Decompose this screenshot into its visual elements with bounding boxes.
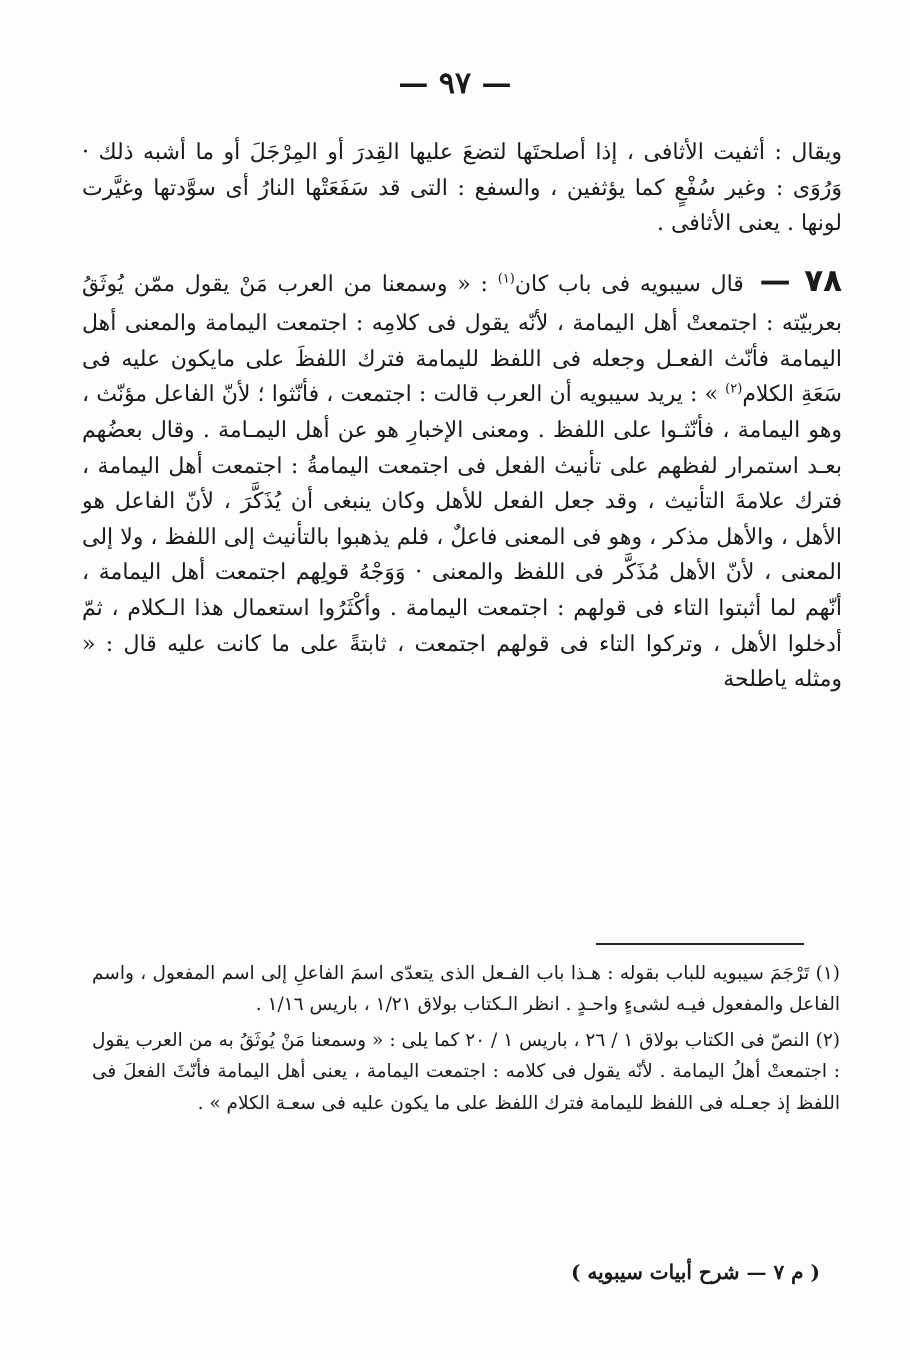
- paragraph-2-text-a: : « وسمعنا من العرب مَنْ يقول ممّن يُوثَقُ بعربيّته : اجتمعتْ أهل اليمامة ، لأنّه يقول فى كلامِه : اجتمعت اليمامة والمعنى أهل اليمامة فأنّث الفعـل وجعله فى اللفظ لليمامة فترك اللفظَ على مايكون عليه فى سَعَةِ الكلام: [82, 271, 842, 408]
- footnote-1: (١) تَرْجَمَ سيبويه للباب بقوله : هـذا باب الفـعل الذى يتعدّى اسمَ الفاعلِ إلى اسم المفعول ، واسم الفاعل والمفعول فيـه لشىءٍ واحـدٍ . انظر الـكتاب بولاق ١/٢١ ، باريس ١/١٦ .: [92, 963, 840, 1016]
- footnotes: [92, 958, 840, 1119]
- signature-line: ( م ٧ — شرح أبيات سيبويه ): [570, 1260, 820, 1284]
- footnote-2: (٢) النصّ فى الكتاب بولاق ١ / ٢٦ ، باريس ١ / ٢٠ كما يلى : « وسمعنا مَنْ يُوثَقُ به من العرب يقول : اجتمعتْ أهلُ اليمامة . لأنّه يقول فى كلامه : اجتمعت اليمامة ، يعنى أهل اليمامة فأنّثَ الفعلَ فى اللفظ إذ جعـله فى اللفظ لليمامة فترك اللفظ على ما يكون عليه فى سعـة الكلام » .: [92, 1029, 840, 1114]
- paragraph-1: ويقال : أثفيت الأثافى ، إذا أصلحتَها لتضعَ عليها القِدرَ أو المِرْجَلَ أو ما أشبه ذلك · وَرُوَى : وغير سُفْعٍ كما يؤثفين ، والسفع : التى قد سَفَعَتْها النارُ أى سوَّدتها وغيَّرت لونها . يعنى الأثافى .: [82, 140, 842, 237]
- footnote-ref-1: (١): [497, 271, 515, 287]
- paragraph-2: [82, 256, 842, 698]
- page-number: — ٩٧ —: [398, 66, 512, 101]
- entry-number: ٧٨ —: [759, 262, 843, 299]
- footnote-ref-2: (٢): [725, 382, 743, 398]
- paragraph-2-text-b: » : يريد سيبويه أن العرب قالت : اجتمعت ، فأنّثوا ؛ لأنّ الفاعل مؤنّث ، وهو اليمامة ، فأنّثـوا على اللفظ . ومعنى الإخبارِ هو عن أهل اليمـامة . وقال بعضُهم بعـد استمرار لفظهم على تأنيث الفعل فى اجتمعت اليمامةُ : اجتمعت أهل اليمامة ، فترك علامةَ التأنيث ، وقد جعل الفعل للأهل وكان ينبغى أن يُذَكَّرَ ، لأنّ الفاعل هو الأهل ، والأهل مذكر ، وهو فى المعنى فاعلٌ ، فلم يذهبوا بالتأنيث إلى اللفظ ، ولا إلى المعنى ، لأنّ الأهل مُذَكَّر فى اللفظ والمعنى · وَوَجْهُ قولِهم اجتمعت أهل اليمامة ، أنّهم لما أثبتوا التاء فى قولهم : اجتمعت اليمامة . وأكْثَرُوا استعمال هذا الـكلام ، ثمّ أدخلوا الأهل ، وتركوا التاء فى قولهم اجتمعت ، ثابتةً على ما كانت عليه قال : « ومثله ياطلحة: [82, 382, 842, 693]
- footnote-divider: [596, 943, 804, 945]
- main-text: [82, 135, 842, 698]
- paragraph-2-intro: قال سيبويه فى باب كان: [514, 271, 744, 297]
